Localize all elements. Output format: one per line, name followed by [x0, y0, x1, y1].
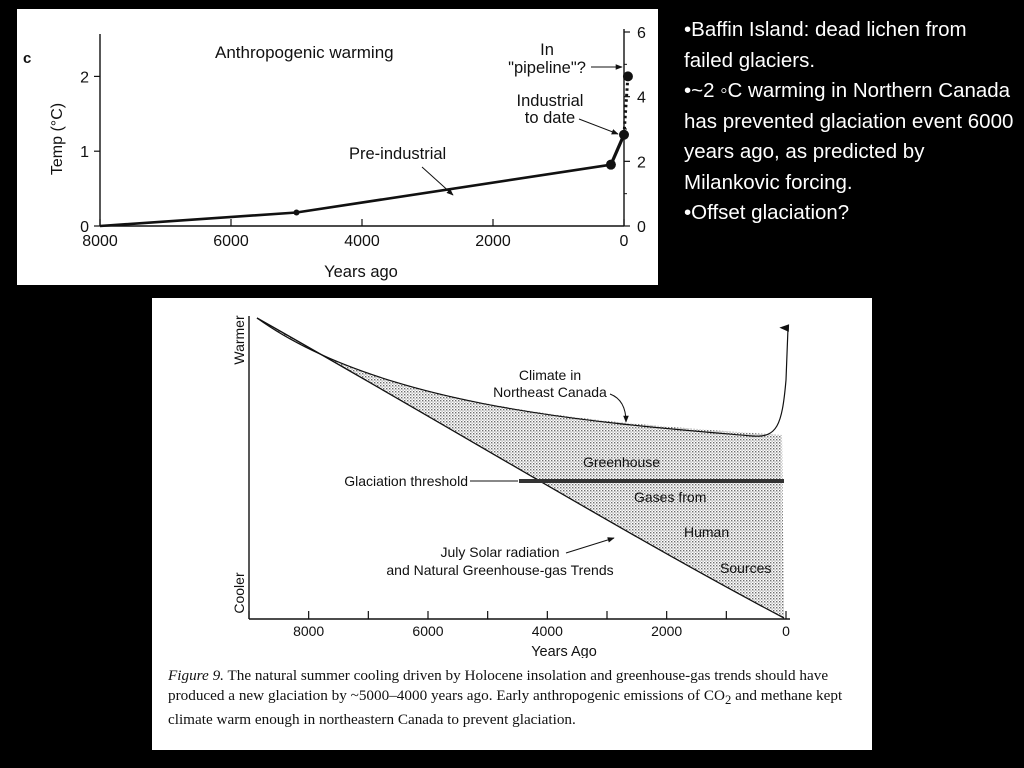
bullet-item: •Baffin Island: dead lichen from failed glaciers.: [684, 18, 967, 72]
industrial-label-line1: Industrial: [516, 92, 584, 110]
industrial-label-line2: to date: [524, 109, 576, 127]
series-line-0: [100, 165, 611, 226]
solar-label-line1: July Solar radiation: [440, 544, 560, 560]
x-axis-label: Years ago: [324, 263, 398, 281]
holocene-climate-figure: [152, 298, 872, 750]
warmer-label: Warmer: [231, 315, 247, 365]
x-tick-label: 0: [782, 623, 790, 639]
y-tick-label: 1: [80, 144, 89, 162]
anthropogenic-warming-chart: [17, 9, 658, 285]
shaded-label-greenhouse: Greenhouse: [583, 454, 661, 470]
shaded-label-gases: Gases from: [634, 489, 707, 505]
x-tick-label: 8000: [82, 233, 118, 250]
y-tick-label: 0: [80, 219, 89, 236]
cooler-label: Cooler: [231, 572, 247, 614]
chart-title: Anthropogenic warming: [215, 43, 394, 62]
climate-label-line2: Northeast Canada: [493, 384, 607, 400]
y-axis-label: Temp (°C): [49, 102, 66, 176]
climate-label-arrow: [610, 394, 626, 422]
x-tick-label: 2000: [475, 233, 511, 250]
panel-label: c: [23, 50, 32, 67]
figure-caption: [168, 666, 860, 730]
shaded-label-human: Human: [684, 524, 730, 540]
y2-tick-label: 2: [637, 154, 646, 172]
y2-tick-label: 4: [637, 89, 646, 107]
bullet-item: •~2 ◦C warming in Northern Canada has prevented glaciation event 6000 years ago, as predicted by Milankovic forcing.: [684, 79, 1014, 194]
x-tick-label: 8000: [293, 623, 325, 639]
solar-label-arrow: [566, 538, 614, 553]
threshold-label: Glaciation threshold: [344, 473, 468, 489]
x-tick-label: 6000: [412, 623, 444, 639]
figure-label: Figure 9.: [168, 667, 224, 684]
caption-subscript: 2: [724, 692, 732, 707]
bullet-item: •Offset glaciation?: [684, 201, 850, 224]
y2-tick-label: 0: [637, 219, 646, 236]
caption-text: The natural summer cooling driven by Holocene insolation and greenhouse-gas trends should have produced a new glaciation by ~5000–4000 years ago. Early anthropogenic emissions of CO: [168, 667, 829, 704]
x-tick-label: 6000: [213, 233, 249, 250]
x-tick-label: 4000: [531, 623, 563, 639]
data-point: [623, 71, 633, 81]
x-tick-label: 2000: [651, 623, 683, 639]
pre-industrial-label: Pre-industrial: [349, 145, 447, 163]
pipeline-label-line1: In: [540, 41, 554, 59]
climate-label-line1: Climate in: [518, 367, 582, 383]
industrial-arrow: [579, 119, 618, 134]
x-tick-label: 4000: [344, 233, 380, 250]
y-tick-label: 2: [80, 69, 89, 87]
caption-text-end: and methane kept climate warm enough in northeastern Canada to prevent glaciation.: [168, 686, 843, 729]
pipeline-label-line2: "pipeline"?: [508, 59, 586, 77]
shaded-label-sources: Sources: [720, 560, 772, 576]
data-point: [619, 130, 629, 140]
data-point: [606, 160, 616, 170]
x-axis-label: Years Ago: [531, 644, 597, 658]
solar-label-line2: and Natural Greenhouse-gas Trends: [386, 562, 614, 578]
bullet-list: [684, 15, 1014, 229]
y2-tick-label: 6: [637, 25, 646, 42]
data-point: [294, 210, 300, 216]
x-tick-label: 0: [619, 233, 629, 250]
